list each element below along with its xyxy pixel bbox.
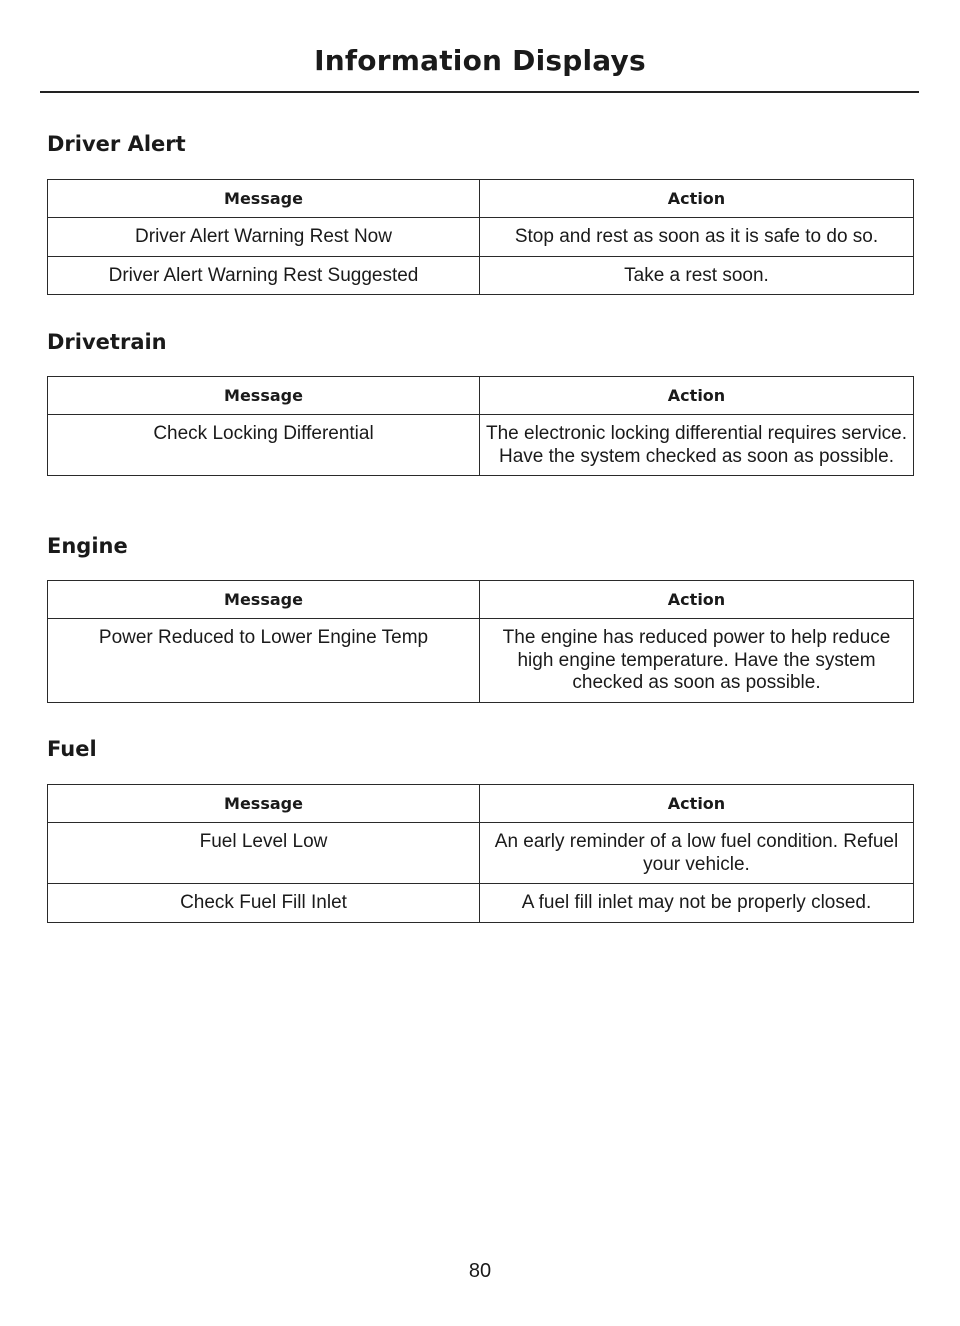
- table-header-row: [48, 785, 914, 823]
- message-cell: Fuel Level Low: [48, 823, 480, 884]
- table-header-row: [48, 581, 914, 619]
- message-cell: Driver Alert Warning Rest Suggested: [48, 256, 480, 295]
- column-header-message: Message: [48, 785, 480, 823]
- message-cell: Check Fuel Fill Inlet: [48, 884, 480, 923]
- driver-alert-table: [47, 179, 914, 295]
- table-header-row: [48, 180, 914, 218]
- action-cell: An early reminder of a low fuel condition. Refuel your vehicle.: [480, 823, 914, 884]
- column-header-action: Action: [480, 785, 914, 823]
- section-heading-drivetrain: Drivetrain: [47, 330, 167, 354]
- table-row: [48, 884, 914, 923]
- column-header-message: Message: [48, 180, 480, 218]
- action-cell: Stop and rest as soon as it is safe to do so.: [480, 218, 914, 257]
- fuel-table: [47, 784, 914, 923]
- message-cell: Driver Alert Warning Rest Now: [48, 218, 480, 257]
- message-cell: Check Locking Differential: [48, 415, 480, 476]
- title-divider: [40, 91, 919, 93]
- table-row: [48, 415, 914, 476]
- engine-table: [47, 580, 914, 703]
- action-cell: The engine has reduced power to help reduce high engine temperature. Have the system checked as soon as possible.: [480, 619, 914, 703]
- section-heading-engine: Engine: [47, 534, 128, 558]
- message-cell: Power Reduced to Lower Engine Temp: [48, 619, 480, 703]
- column-header-message: Message: [48, 581, 480, 619]
- column-header-action: Action: [480, 377, 914, 415]
- page-title: Information Displays: [314, 44, 646, 77]
- action-cell: A fuel fill inlet may not be properly closed.: [480, 884, 914, 923]
- column-header-message: Message: [48, 377, 480, 415]
- table-header-row: [48, 377, 914, 415]
- table-row: [48, 218, 914, 257]
- section-heading-fuel: Fuel: [47, 737, 97, 761]
- column-header-action: Action: [480, 581, 914, 619]
- table-row: [48, 823, 914, 884]
- table-row: [48, 619, 914, 703]
- column-header-action: Action: [480, 180, 914, 218]
- action-cell: The electronic locking differential requires service. Have the system checked as soon as possible.: [480, 415, 914, 476]
- action-cell: Take a rest soon.: [480, 256, 914, 295]
- section-heading-driver-alert: Driver Alert: [47, 132, 186, 156]
- drivetrain-table: [47, 376, 914, 476]
- page-number: 80: [468, 1260, 492, 1282]
- table-row: [48, 256, 914, 295]
